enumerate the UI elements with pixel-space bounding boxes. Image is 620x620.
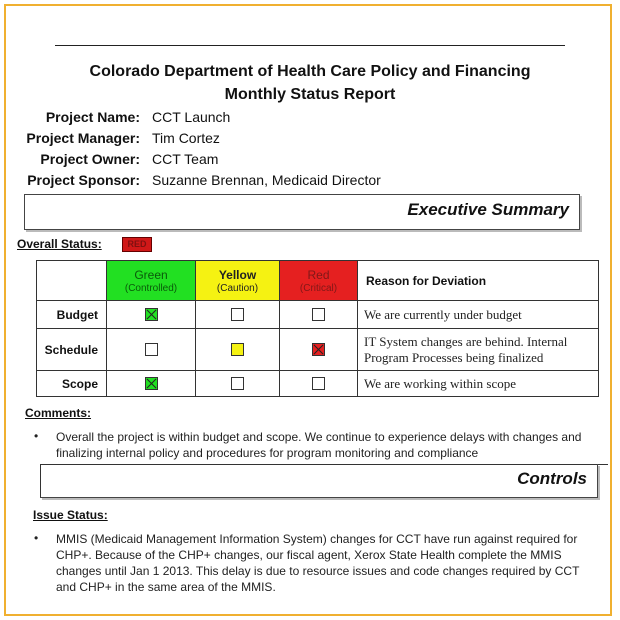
cell-green bbox=[107, 301, 196, 329]
checkbox-green[interactable] bbox=[145, 343, 158, 356]
cell-yellow bbox=[196, 301, 280, 329]
meta-label: Project Sponsor: bbox=[27, 172, 140, 188]
row-label: Budget bbox=[37, 301, 107, 329]
cell-red bbox=[280, 329, 358, 371]
checkbox-yellow[interactable] bbox=[231, 377, 244, 390]
header-red-label: Red bbox=[307, 267, 330, 282]
table-row bbox=[37, 329, 599, 371]
executive-summary-heading: Executive Summary bbox=[407, 200, 569, 219]
header-reason: Reason for Deviation bbox=[358, 261, 599, 301]
bullet-icon: • bbox=[34, 429, 39, 443]
cell-red bbox=[280, 301, 358, 329]
header-yellow bbox=[196, 261, 280, 301]
checkbox-yellow-filled[interactable] bbox=[231, 343, 244, 356]
checkbox-red[interactable] bbox=[312, 308, 325, 321]
checkbox-red[interactable] bbox=[312, 377, 325, 390]
header-red bbox=[280, 261, 358, 301]
meta-project-sponsor bbox=[0, 170, 381, 190]
table-row bbox=[37, 371, 599, 397]
header-red-sub: (Critical) bbox=[299, 282, 338, 294]
meta-value: CCT Team bbox=[152, 151, 219, 167]
overall-status-label: Overall Status: bbox=[17, 237, 102, 251]
comments-label: Comments: bbox=[25, 406, 92, 420]
meta-label: Project Name: bbox=[45, 109, 140, 125]
overall-status-badge: RED bbox=[122, 237, 152, 252]
row-label: Schedule bbox=[37, 329, 107, 371]
cell-green bbox=[107, 329, 196, 371]
meta-value: Suzanne Brennan, Medicaid Director bbox=[152, 172, 381, 188]
table-row bbox=[37, 301, 599, 329]
row-label: Scope bbox=[37, 371, 107, 397]
checkbox-red-checked[interactable] bbox=[312, 343, 325, 356]
checkbox-green-checked[interactable] bbox=[145, 308, 158, 321]
header-green-sub: (Controlled) bbox=[124, 282, 178, 294]
checkbox-green-checked[interactable] bbox=[145, 377, 158, 390]
executive-summary-header bbox=[24, 194, 580, 230]
header-yellow-label: Yellow bbox=[218, 267, 257, 282]
meta-label: Project Owner: bbox=[40, 151, 140, 167]
header-green-label: Green bbox=[134, 267, 168, 282]
issue-text: MMIS (Medicaid Management Information System) changes for CCT have run against required for CHP+. Because of the CHP+ changes, our fiscal agent, Xerox State Health complete the MMIS changes until Jan 1 2013. This delay is due to resource issues and code changes required by CCT and CHP+ in the same area of the MMIS. bbox=[56, 532, 580, 594]
checkbox-yellow[interactable] bbox=[231, 308, 244, 321]
meta-label: Project Manager: bbox=[26, 130, 140, 146]
cell-yellow bbox=[196, 329, 280, 371]
header-yellow-sub: (Caution) bbox=[216, 282, 259, 294]
controls-header bbox=[40, 464, 598, 498]
status-table-header bbox=[37, 261, 599, 301]
row-reason: We are currently under budget bbox=[358, 301, 599, 329]
row-reason: IT System changes are behind. Internal Program Processes being finalized bbox=[358, 329, 599, 371]
cell-green bbox=[107, 371, 196, 397]
meta-project-manager bbox=[0, 128, 220, 148]
status-table bbox=[36, 260, 599, 397]
issue-status-label: Issue Status: bbox=[33, 508, 108, 522]
cell-red bbox=[280, 371, 358, 397]
meta-value: CCT Launch bbox=[152, 109, 231, 125]
meta-project-owner bbox=[0, 149, 219, 169]
corner-cell bbox=[37, 261, 107, 301]
report-title: Colorado Department of Health Care Policy and Financing bbox=[89, 63, 531, 80]
meta-value: Tim Cortez bbox=[152, 130, 220, 146]
controls-heading: Controls bbox=[517, 469, 587, 488]
header-rule bbox=[55, 45, 565, 46]
report-subtitle: Monthly Status Report bbox=[224, 86, 396, 103]
comment-text: Overall the project is within budget and scope. We continue to experience delays with changes and finalizing internal policy and procedures for program monitoring and compliance bbox=[56, 430, 582, 460]
row-reason: We are working within scope bbox=[358, 371, 599, 397]
cell-yellow bbox=[196, 371, 280, 397]
meta-project-name bbox=[0, 107, 231, 127]
bullet-icon: • bbox=[34, 531, 39, 545]
header-green bbox=[107, 261, 196, 301]
